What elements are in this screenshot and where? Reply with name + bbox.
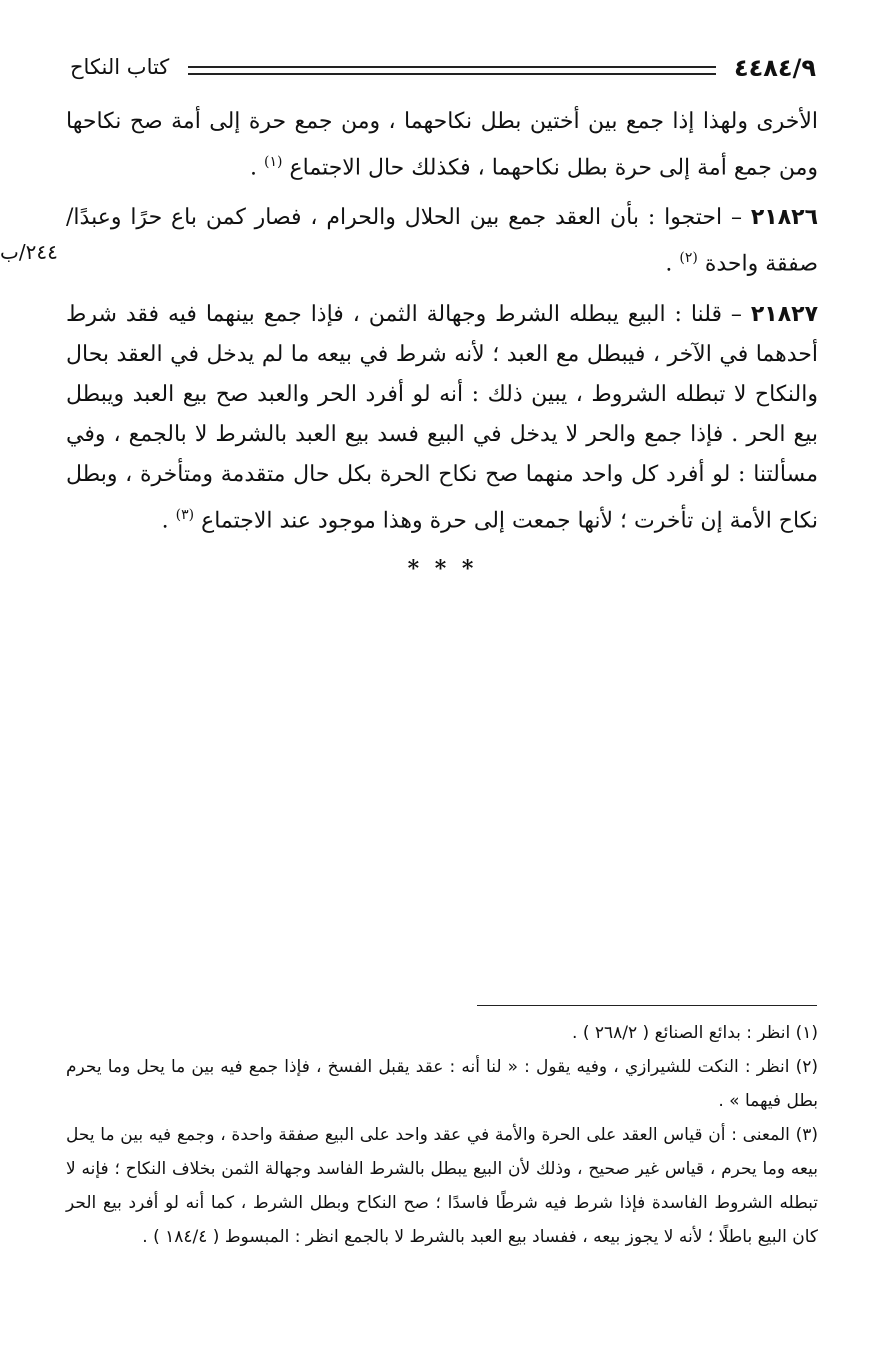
running-header xyxy=(70,52,816,88)
paragraph-text: – احتجوا : بأن العقد جمع بين الحلال والحرام ، فصار كمن باع حرًا وعبدًا/ صفقة واحدة xyxy=(66,205,818,277)
section-separator: * * * xyxy=(407,556,478,582)
paragraph-text: الأخرى ولهذا إذا جمع بين أختين بطل نكاحهما ، ومن جمع حرة إلى أمة صح نكاحها ومن جمع أمة إلى حرة بطل نكاحهما ، فكذلك حال الاجتماع xyxy=(66,109,818,181)
footnotes xyxy=(66,1016,818,1254)
footnote-ref[interactable]: (١) xyxy=(264,154,283,170)
main-text xyxy=(66,102,818,551)
book-title: كتاب النكاح xyxy=(70,55,170,79)
paragraph: الأخرى ولهذا إذا جمع بين أختين بطل نكاحهما ، ومن جمع حرة إلى أمة صح نكاحها ومن جمع أمة إلى حرة بطل نكاحهما ، فكذلك حال الاجتماع $^{(١)}$ . xyxy=(66,109,818,181)
footnote: (٢) انظر : النكت للشيرازي ، وفيه يقول : « لنا أنه : عقد يقبل الفسخ ، فإذا جمع فيه بين ما يحل وما يحرم بطل فيهما » . xyxy=(66,1057,818,1111)
paragraph-number: ٢١٨٢٧ xyxy=(750,301,818,327)
paragraph-text: – قلنا : البيع يبطله الشرط وجهالة الثمن ، فإذا جمع بينهما فيه فقد شرط أحدهما في الآخر ، فيبطل مع العبد ؛ لأنه شرط في بيعه ما لم يدخل في العقد بحال والنكاح لا تبطله الشروط ، يبين ذلك : أنه لو أفرد الحر والعبد صح بيع العبد ويبطل بيع الحر . فإذا جمع والحر لا يدخل في البيع فسد بيع العبد بالشرط لا بالجمع ، وفي مسألتنا : لو أفرد كل واحد منهما صح نكاح الحرة بكل حال متقدمة ومتأخرة ، وبطل نكاح الأمة إن تأخرت ؛ لأنها جمعت إلى حرة وهذا موجود عند الاجتماع xyxy=(66,301,818,533)
manuscript-margin-reference: ٢٤٤/ب xyxy=(0,240,58,264)
page-number: ٤٤٨٤/٩ xyxy=(733,54,816,82)
paragraph: ٢١٨٢٧ – قلنا : البيع يبطله الشرط وجهالة الثمن ، فإذا جمع بينهما فيه فقد شرط أحدهما في الآخر ، فيبطل مع العبد ؛ لأنه شرط في بيعه ما لم يدخل في العقد بحال والنكاح لا تبطله الشروط ، يبين ذلك : أنه لو أفرد الحر والعبد صح بيع العبد ويبطل بيع الحر . فإذا جمع والحر لا يدخل في البيع فسد بيع العبد بالشرط لا بالجمع ، وفي مسألتنا : لو أفرد كل واحد منهما صح نكاح الحرة بكل حال متقدمة ومتأخرة ، وبطل نكاح الأمة إن تأخرت ؛ لأنها جمعت إلى حرة وهذا موجود عند الاجتماع $^{(٣)}$ . xyxy=(66,301,818,533)
paragraph: ٢١٨٢٦ – احتجوا : بأن العقد جمع بين الحلال والحرام ، فصار كمن باع حرًا وعبدًا/ صفقة واحدة $^{(٢)}$ . xyxy=(66,205,819,277)
footnote: (١) انظر : بدائع الصنائع ( ٢٦٨/٢ ) . xyxy=(572,1023,818,1043)
footnote-ref[interactable]: (٣) xyxy=(175,506,195,523)
footnote-divider xyxy=(477,1005,817,1006)
footnote-ref[interactable]: (٢) xyxy=(679,250,698,267)
header-double-rule xyxy=(188,66,716,75)
footnote: (٣) المعنى : أن قياس العقد على الحرة والأمة في عقد واحد على البيع صفقة واحدة ، وجمع فيه بين ما يحل بيعه وما يحرم ، قياس غير صحيح ، وذلك لأن البيع يبطل بالشرط الفاسد وجهالة الثمن بخلاف النكاح ؛ فإنه لا تبطله الشروط الفاسدة فإذا شرط فيه شرطًا فاسدًا ؛ صح النكاح وبطل الشرط ، كما أنه لو أفرد بيع الحر كان البيع باطلًا ؛ لأنه لا يجوز بيعه ، ففساد بيع العبد بالشرط لا بالجمع انظر : المبسوط ( ١٨٤/٤ ) . xyxy=(66,1125,818,1247)
paragraph-number: ٢١٨٢٦ xyxy=(750,205,819,231)
